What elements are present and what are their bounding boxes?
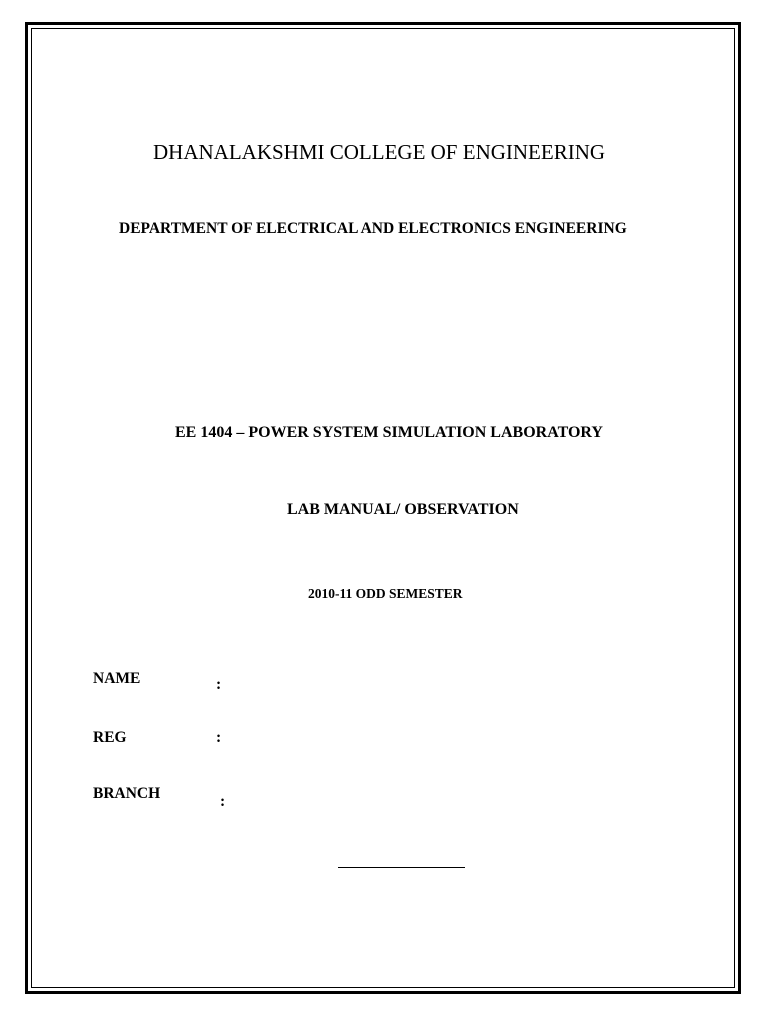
name-label: NAME <box>93 670 141 687</box>
branch-separator: : <box>220 793 226 810</box>
branch-label: BRANCH <box>93 785 161 802</box>
name-separator: : <box>216 676 222 693</box>
course-title: EE 1404 – POWER SYSTEM SIMULATION LABORATORY <box>175 424 603 441</box>
college-name: DHANALAKSHMI COLLEGE OF ENGINEERING <box>153 140 606 164</box>
signature-line <box>338 867 465 868</box>
manual-title: LAB MANUAL/ OBSERVATION <box>287 501 519 518</box>
reg-separator: : <box>216 729 222 746</box>
reg-label: REG <box>93 729 127 746</box>
semester-label: 2010-11 ODD SEMESTER <box>308 586 463 601</box>
department-name: DEPARTMENT OF ELECTRICAL AND ELECTRONICS ENGINEERING <box>119 220 627 237</box>
